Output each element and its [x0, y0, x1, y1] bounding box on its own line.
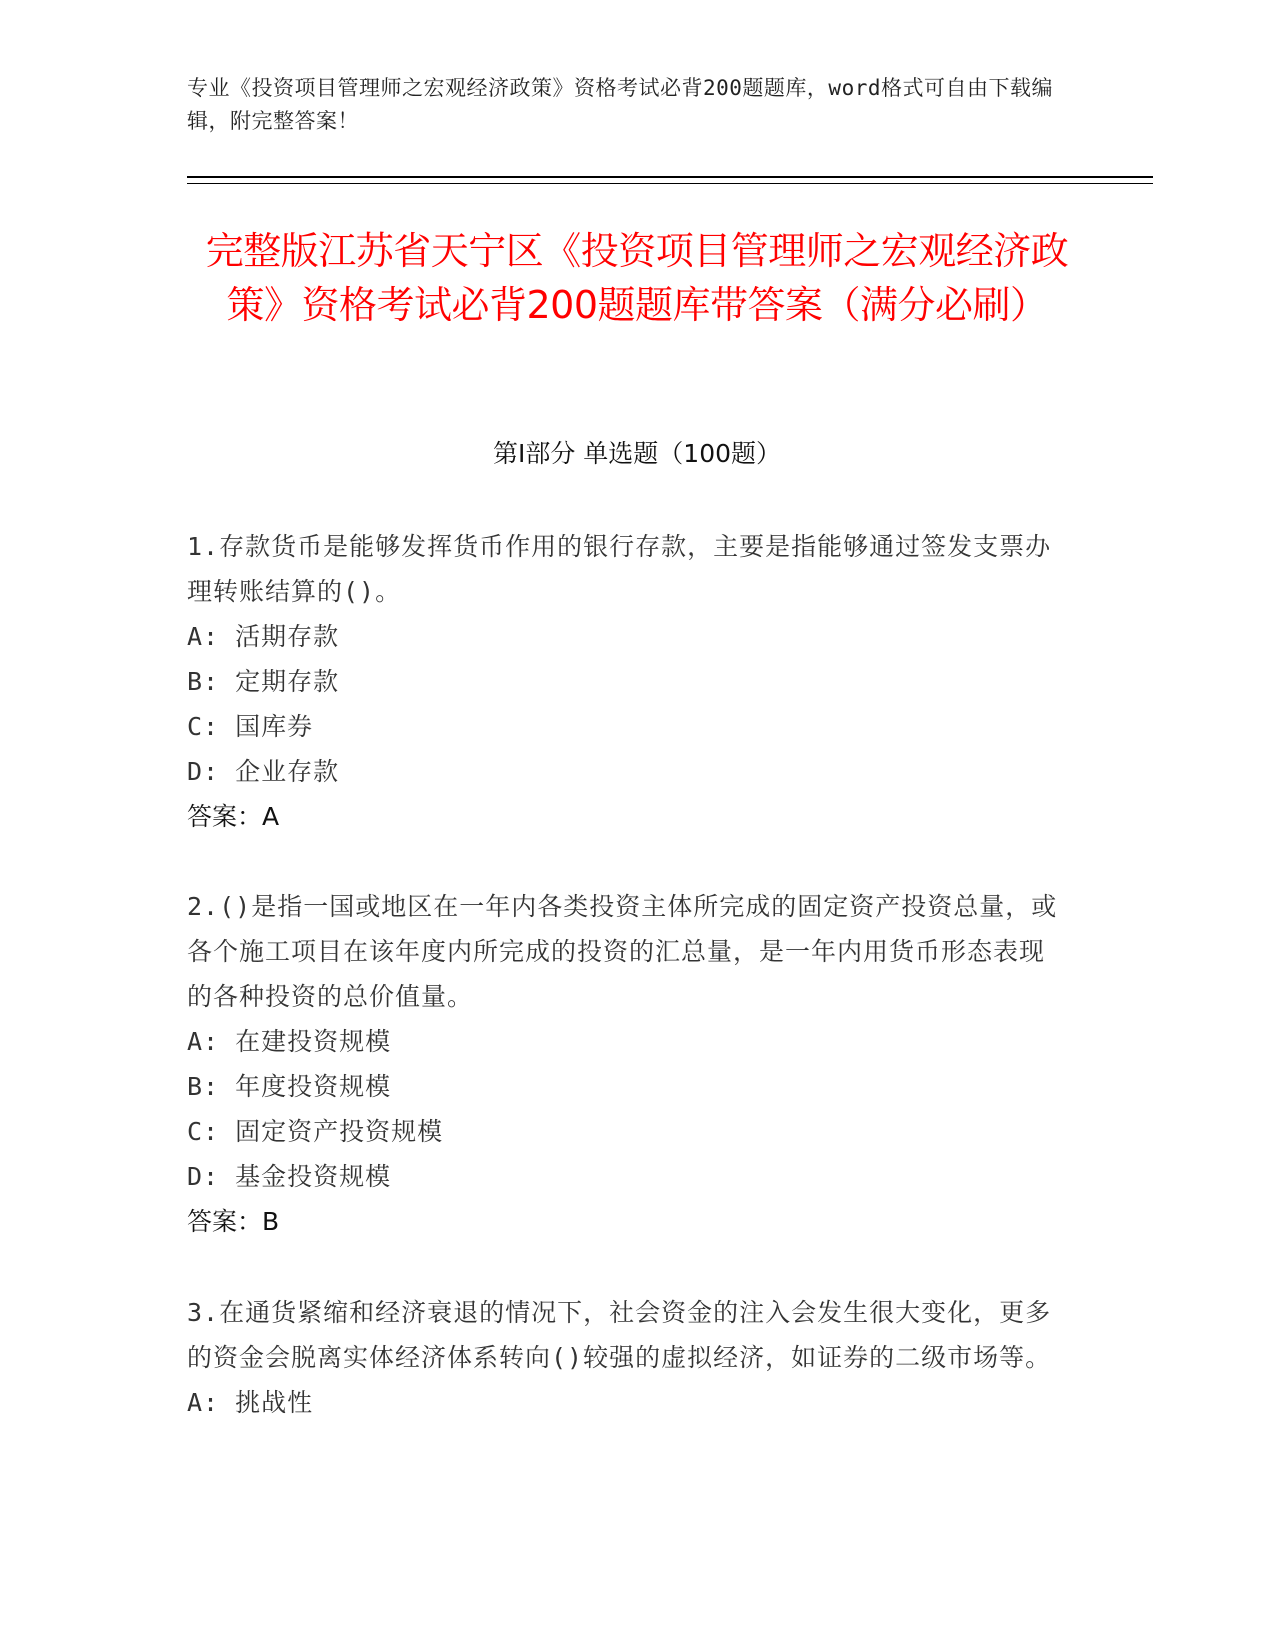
- answer-line: 答案：A: [187, 802, 280, 831]
- question-block: [187, 1290, 1067, 1425]
- option-c: C: 固定资产投资规模: [187, 1117, 444, 1146]
- question-stem: 3.在通货紧缩和经济衰退的情况下，社会资金的注入会发生很大变化，更多的资金会脱离实体经济体系转向()较强的虚拟经济，如证券的二级市场等。: [187, 1298, 1052, 1372]
- section-title: 第Ⅰ部分 单选题（100题）: [492, 439, 782, 468]
- question-stem: 1.存款货币是能够发挥货币作用的银行存款，主要是指能够通过签发支票办理转账结算的()。: [187, 532, 1052, 606]
- header-note: 专业《投资项目管理师之宏观经济政策》资格考试必背200题题库，word格式可自由下载编辑，附完整答案！: [187, 76, 1053, 133]
- option-a: A: 挑战性: [187, 1388, 314, 1417]
- header-divider-thin: [187, 183, 1153, 184]
- option-c: C: 国库券: [187, 712, 314, 741]
- answer-line: 答案：B: [187, 1207, 280, 1236]
- option-b: B: 年度投资规模: [187, 1072, 392, 1101]
- header-divider-thick: [187, 176, 1153, 178]
- option-d: D: 企业存款: [187, 757, 340, 786]
- question-stem: 2.()是指一国或地区在一年内各类投资主体所完成的固定资产投资总量，或各个施工项目在该年度内所完成的投资的汇总量，是一年内用货币形态表现的各种投资的总价值量。: [187, 892, 1058, 1011]
- document-title: 完整版江苏省天宁区《投资项目管理师之宏观经济政策》资格考试必背200题题库带答案（满分必刷）: [205, 229, 1069, 327]
- option-d: D: 基金投资规模: [187, 1162, 392, 1191]
- question-block: [187, 524, 1067, 839]
- option-a: A: 活期存款: [187, 622, 340, 651]
- option-a: A: 在建投资规模: [187, 1027, 392, 1056]
- question-block: [187, 884, 1067, 1244]
- option-b: B: 定期存款: [187, 667, 340, 696]
